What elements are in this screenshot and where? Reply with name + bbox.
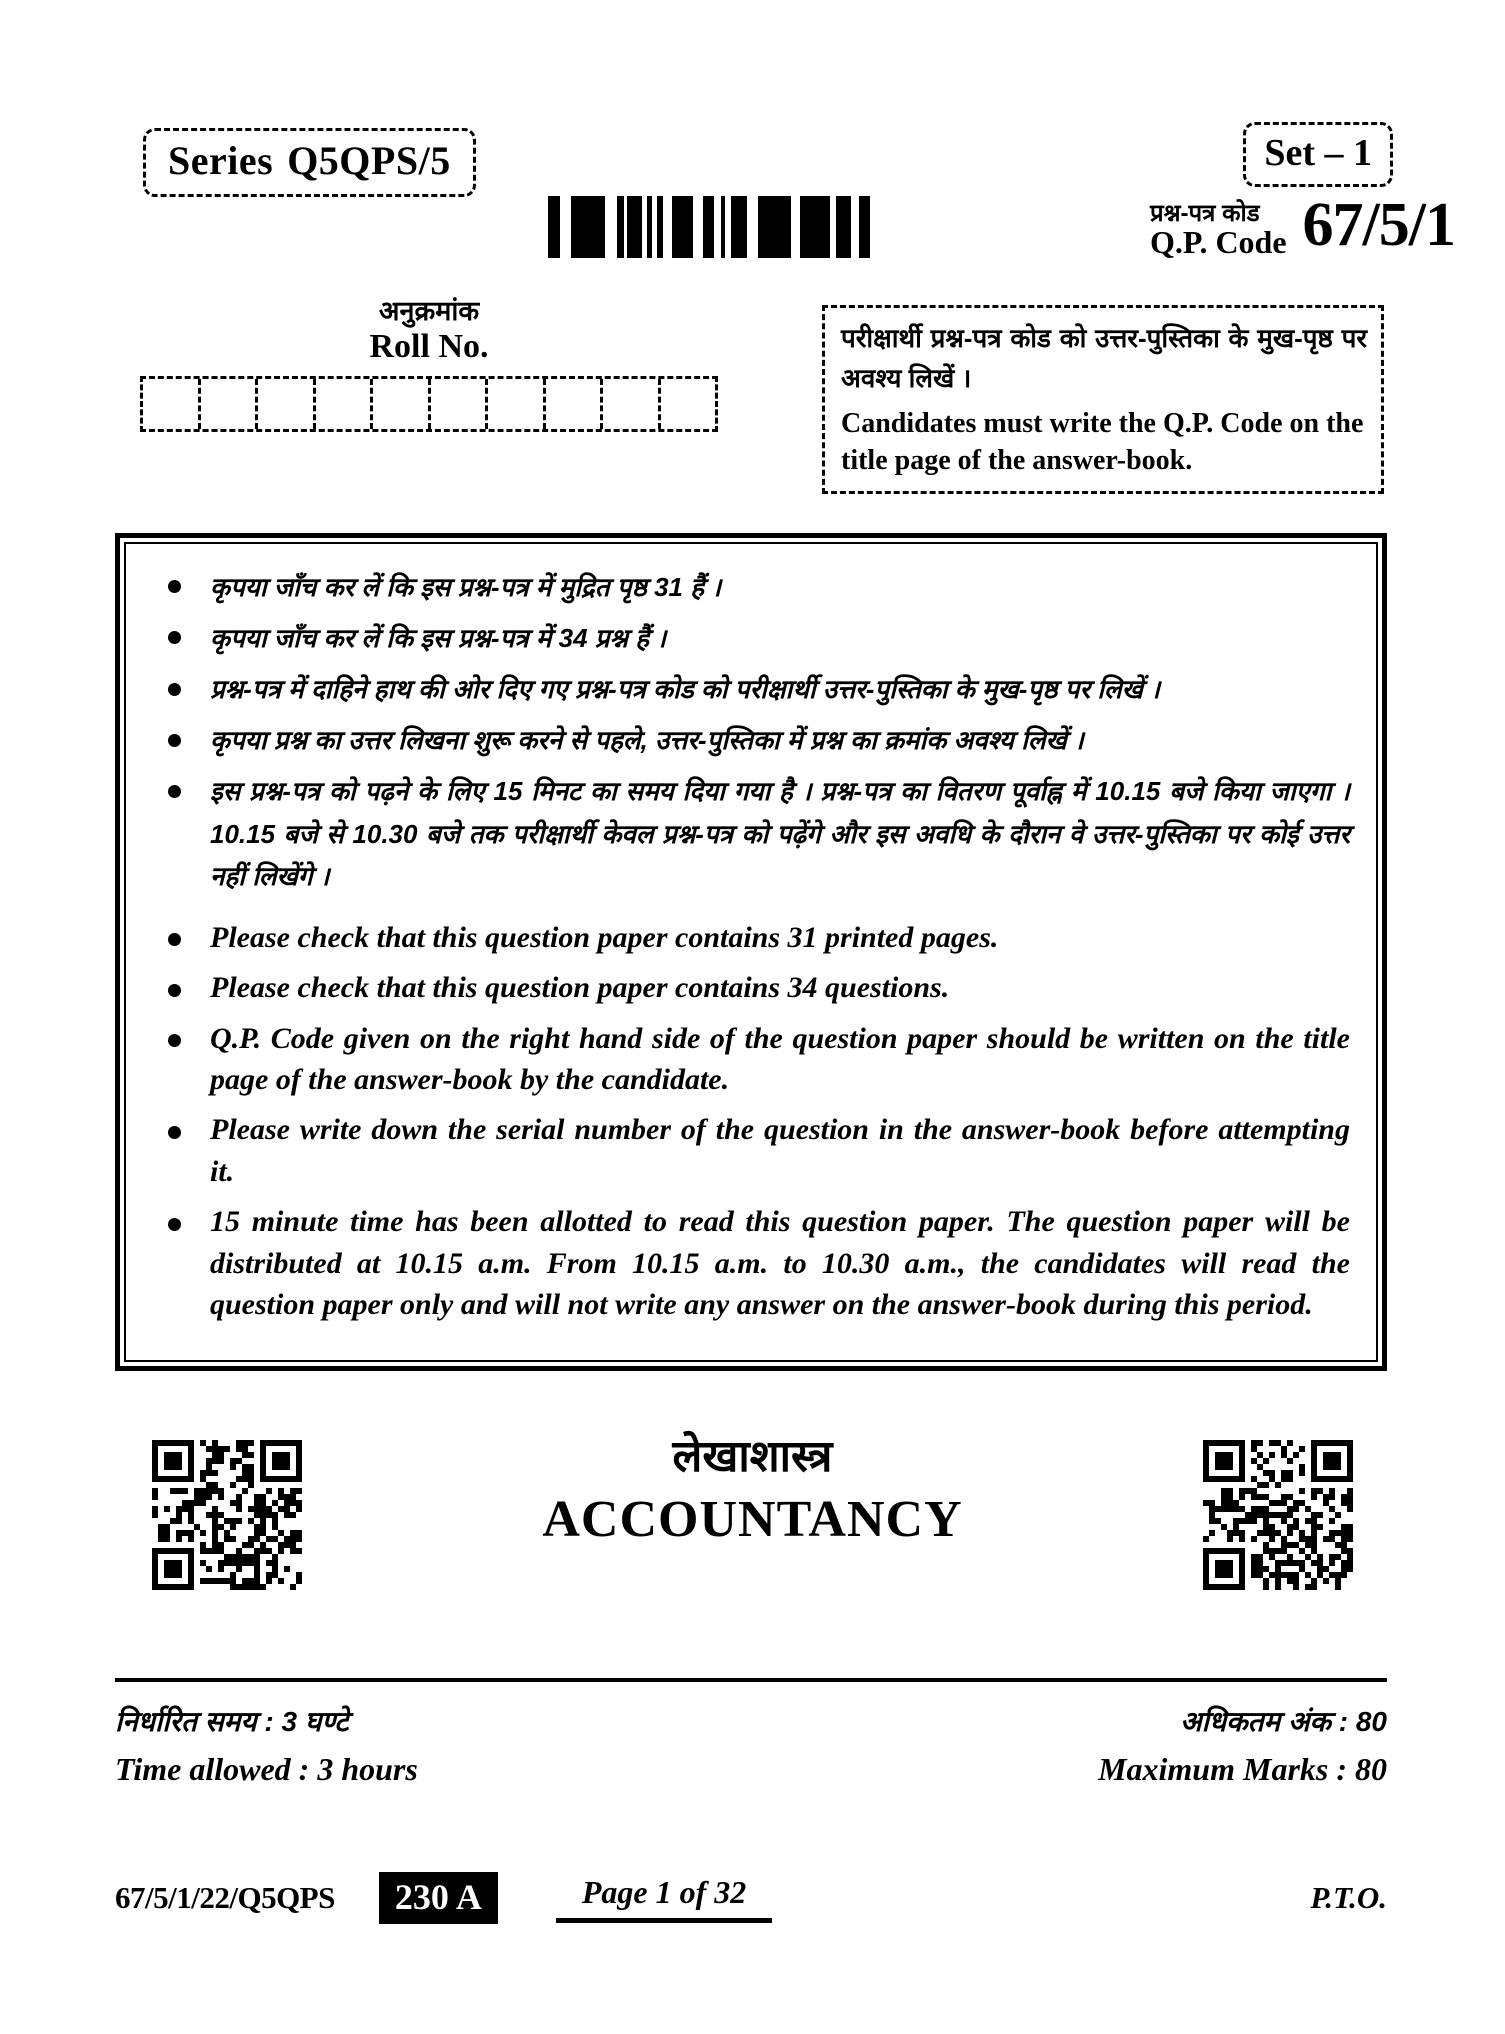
roll-no-cell[interactable] — [603, 379, 661, 429]
footer-badge: 230 A — [379, 1872, 498, 1924]
subject-title-block — [0, 1432, 1505, 1552]
footer-pto: P.T.O. — [1310, 1880, 1387, 1915]
qp-code-value: 67/5/1 — [1302, 191, 1455, 259]
roll-no-label-hindi: अनुक्रमांक — [378, 296, 480, 326]
instruction-item-english: Please check that this question paper contains 31 printed pages. — [146, 917, 1350, 958]
footer-paper-code: 67/5/1/22/Q5QPS — [115, 1880, 335, 1915]
roll-no-section — [140, 296, 718, 432]
barcode-icon — [548, 196, 870, 258]
candidate-note-english: Candidates must write the Q.P. Code on the title page of the answer-book. — [841, 407, 1364, 476]
time-allowed-english: Time allowed : 3 hours — [115, 1750, 418, 1787]
qp-code-label-english: Q.P. Code — [1149, 224, 1287, 261]
roll-no-label-english: Roll No. — [369, 328, 489, 366]
roll-no-cell[interactable] — [258, 379, 316, 429]
instruction-item-hindi: इस प्रश्न-पत्र को पढ़ने के लिए 15 मिनट का समय दिया गया है । प्रश्न-पत्र का वितरण पूर्वाह्न में 10.15 बजे किया जाएगा । 10.15 बजे से 10.30 बजे तक परीक्षार्थी केवल प्रश्न-पत्र को पढ़ेंगे और इस अवधि के दौरान वे उत्तर-पुस्तिका पर कोई उत्तर नहीं लिखेंगे । — [146, 770, 1350, 896]
instruction-item-hindi: कृपया जाँच कर लें कि इस प्रश्न-पत्र में मुद्रित पृष्ठ 31 हैं । — [146, 566, 1350, 608]
roll-no-cell[interactable] — [143, 379, 201, 429]
series-box — [143, 128, 476, 197]
qp-code-labels — [1150, 196, 1287, 259]
candidate-note-hindi: परीक्षार्थी प्रश्न-पत्र कोड को उत्तर-पुस्तिका के मुख-पृष्ठ पर अवश्य लिखें । — [841, 323, 1367, 394]
roll-no-cell[interactable] — [373, 379, 431, 429]
exam-meta-row-hindi — [115, 1700, 1387, 1745]
horizontal-divider — [115, 1678, 1387, 1682]
qp-code-block — [1149, 191, 1455, 261]
set-box — [1243, 122, 1393, 187]
footer-page-number: Page 1 of 32 — [556, 1874, 772, 1923]
candidate-note-box — [822, 305, 1384, 494]
roll-no-cell[interactable] — [431, 379, 489, 429]
exam-meta-row-english — [115, 1745, 1387, 1793]
series-value: Q5QPS/5 — [287, 138, 451, 183]
set-label: Set – 1 — [1264, 132, 1372, 174]
qp-code-label-hindi: प्रश्न-पत्र कोड — [1149, 200, 1260, 227]
roll-no-cell[interactable] — [546, 379, 604, 429]
exam-meta-region — [115, 1700, 1387, 1793]
subject-title-hindi: लेखाशास्त्र — [672, 1432, 833, 1481]
roll-no-cell[interactable] — [201, 379, 259, 429]
series-label: Series — [168, 138, 274, 183]
instruction-item-hindi: प्रश्न-पत्र में दाहिने हाथ की ओर दिए गए प्रश्न-पत्र कोड को परीक्षार्थी उत्तर-पुस्तिका के मुख-पृष्ठ पर लिखें । — [146, 668, 1350, 710]
maximum-marks-hindi: अधिकतम अंक : 80 — [1180, 1706, 1387, 1737]
roll-no-input-grid[interactable] — [140, 376, 718, 432]
roll-no-cell[interactable] — [661, 379, 716, 429]
header-region — [0, 0, 1505, 261]
roll-no-cell[interactable] — [488, 379, 546, 429]
instructions-list — [146, 566, 1350, 1325]
instruction-item-english: Q.P. Code given on the right hand side of the question paper should be written on the title page of the answer-book by the candidate. — [146, 1018, 1350, 1101]
subject-title-region — [0, 1432, 1505, 1632]
instructions-inner — [124, 542, 1378, 1362]
instructions-box — [115, 533, 1387, 1371]
maximum-marks-english: Maximum Marks : 80 — [1098, 1750, 1387, 1787]
subject-title-english: ACCOUNTANCY — [542, 1490, 963, 1548]
instruction-item-hindi: कृपया जाँच कर लें कि इस प्रश्न-पत्र में 34 प्रश्न हैं । — [146, 617, 1350, 659]
roll-no-cell[interactable] — [316, 379, 374, 429]
instruction-item-english: 15 minute time has been allotted to read this question paper. The question paper will be distributed at 10.15 a.m. From 10.15 a.m. to 10.30 a.m., the candidates will read the question paper only and will not write any answer on the answer-book during this period. — [146, 1201, 1350, 1325]
time-allowed-hindi: निर्धारित समय : 3 घण्टे — [115, 1706, 349, 1737]
instruction-item-english: Please check that this question paper contains 34 questions. — [146, 967, 1350, 1008]
instruction-item-english: Please write down the serial number of the question in the answer-book before attempting it. — [146, 1109, 1350, 1192]
instruction-item-hindi: कृपया प्रश्न का उत्तर लिखना शुरू करने से पहले, उत्तर-पुस्तिका में प्रश्न का क्रमांक अवश्य लिखें । — [146, 719, 1350, 761]
page-footer — [115, 1872, 1387, 1924]
